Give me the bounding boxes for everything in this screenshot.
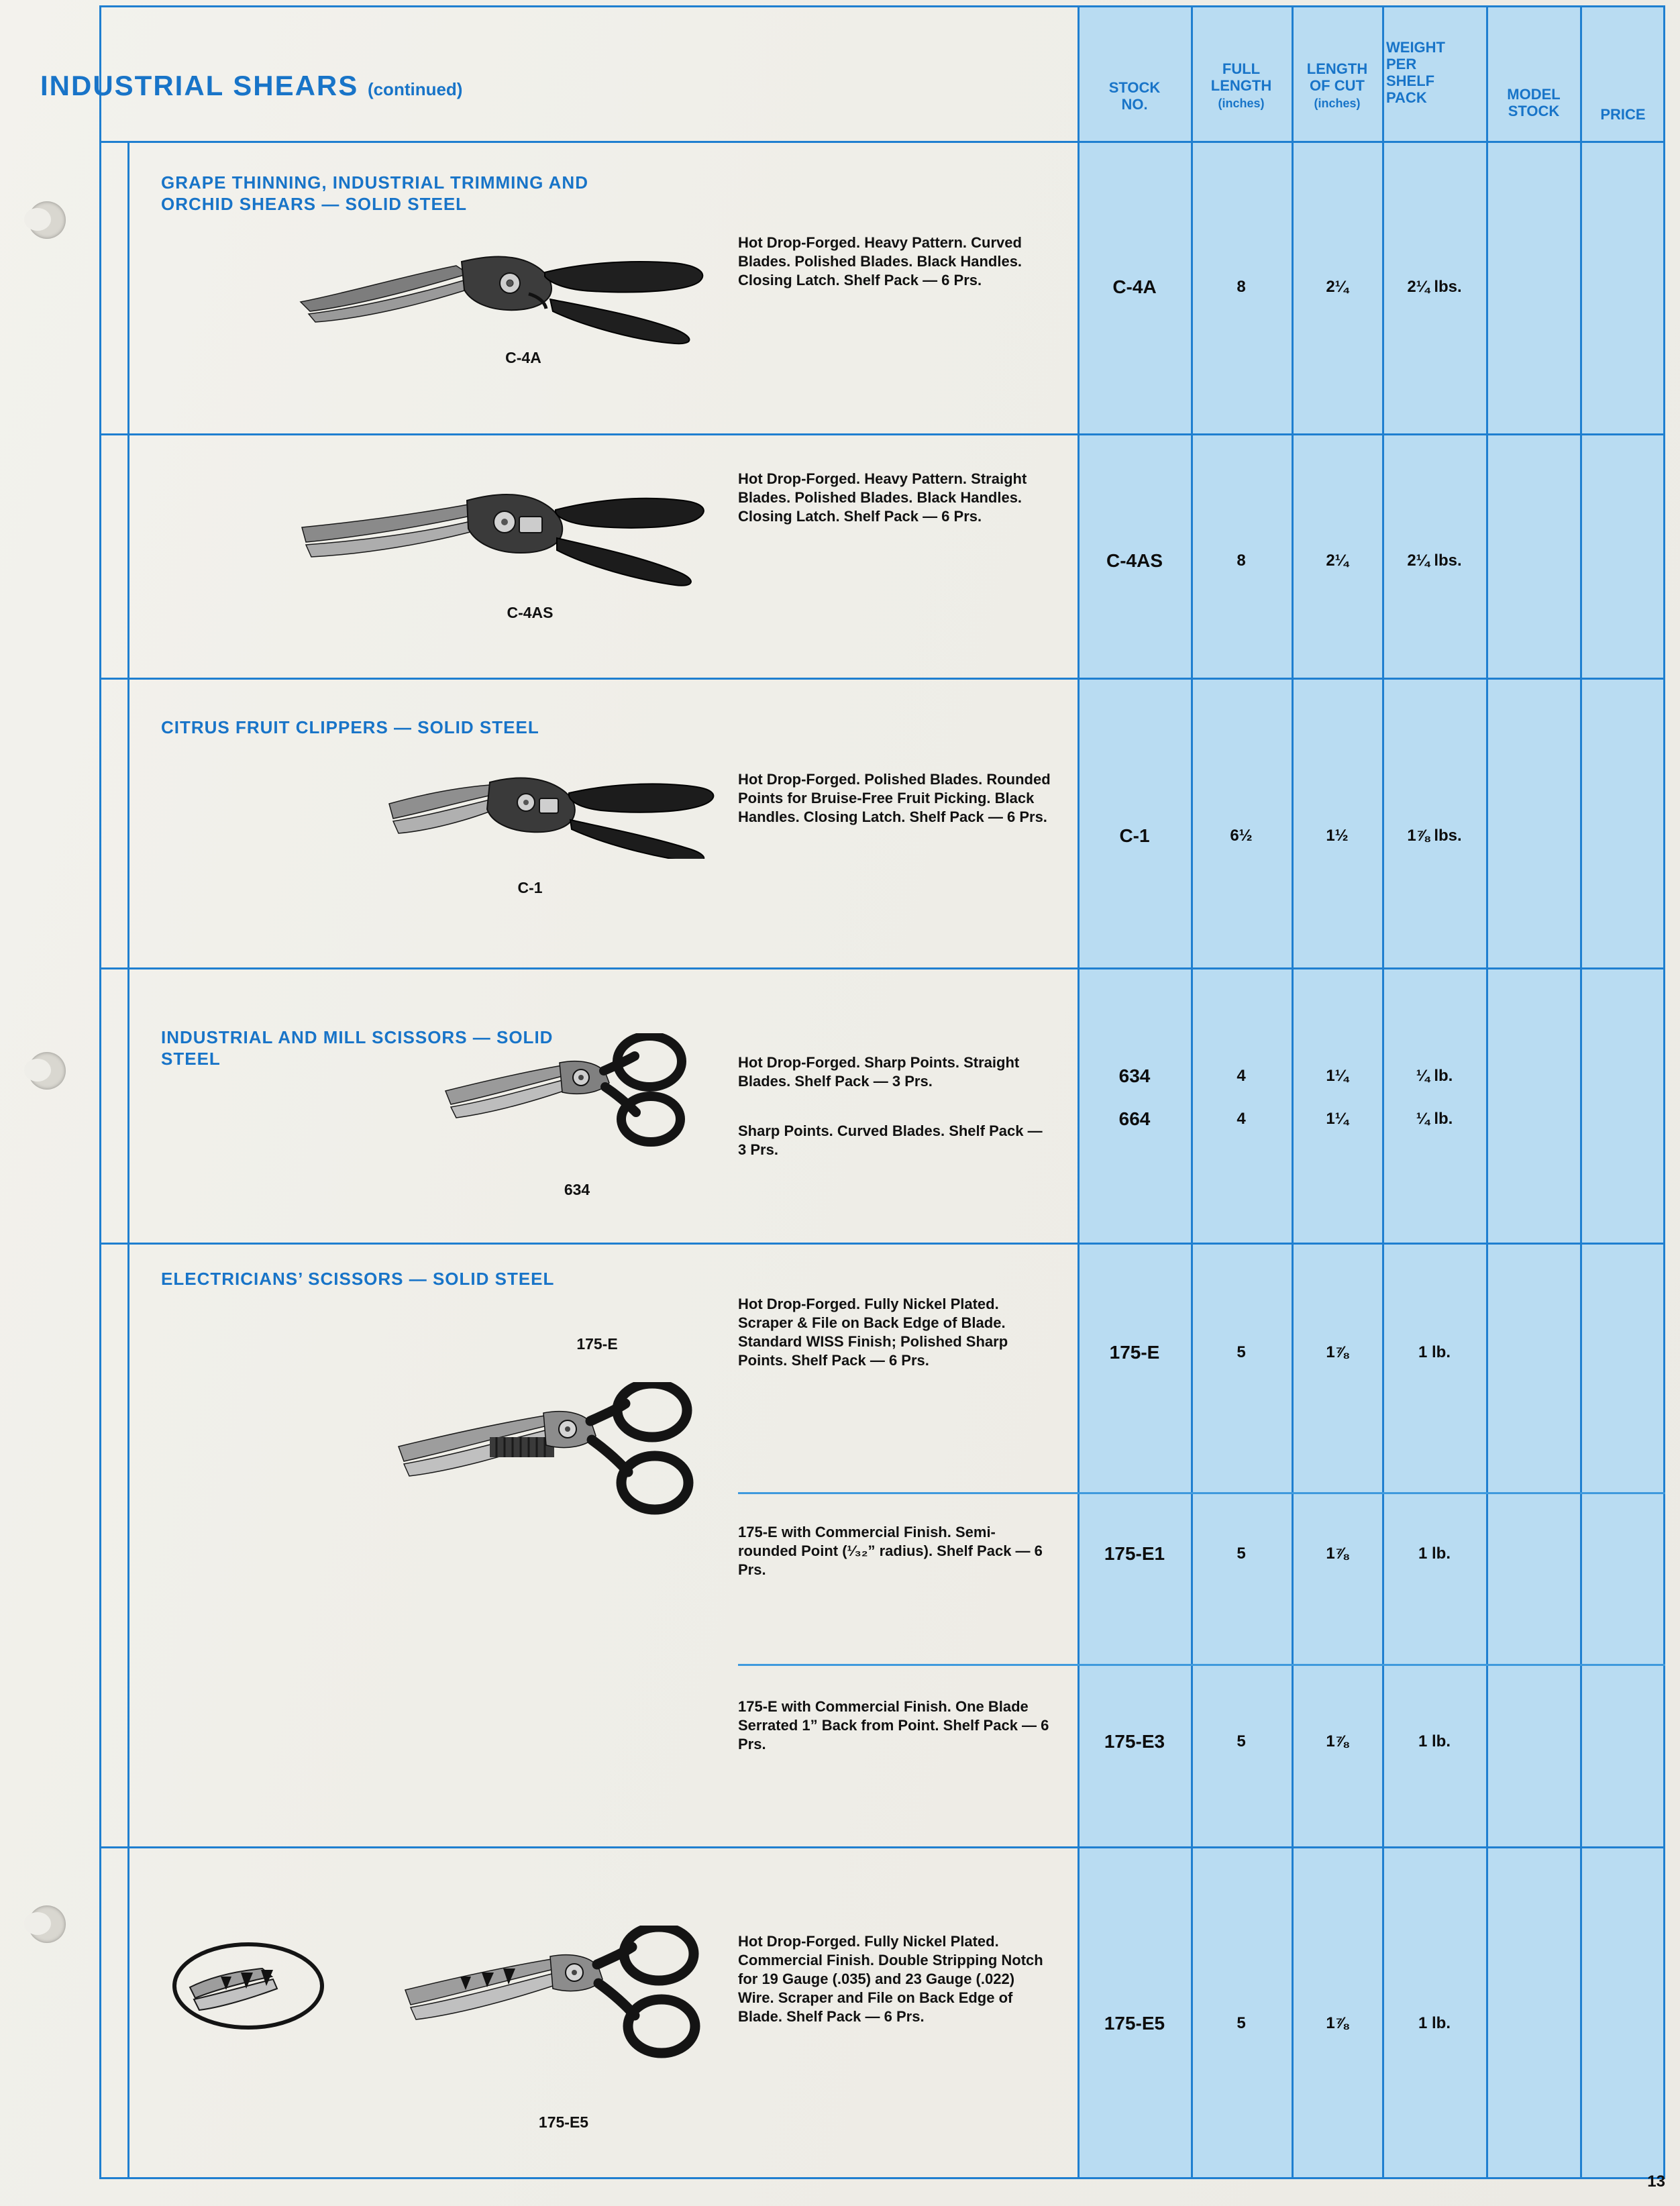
col-stock-line1: STOCK (1108, 79, 1161, 96)
cell-length-of-cut-c-1: 1½ (1326, 827, 1349, 845)
product-description-664: Sharp Points. Curved Blades. Shelf Pack — 3 Prs. (738, 1122, 1043, 1158)
cell-full-length-175-e1: 5 (1237, 1544, 1246, 1563)
rule-weight (1382, 5, 1384, 2179)
cell-length-of-cut-175-e5: 1⅞ (1326, 2014, 1349, 2032)
cell-full-length-664: 4 (1237, 1110, 1246, 1128)
cell-weight-175-e3: 1 lb. (1418, 1732, 1451, 1750)
product-caption-175-e: 175-E (576, 1335, 618, 1353)
column-header-weight (1386, 39, 1484, 106)
col-loc-line1: LENGTH (1306, 60, 1368, 77)
product-description-175-e1: 175-E with Commercial Finish. Semi-rounded Point (¹⁄₃₂” radius). Shelf Pack — 6 Prs. (738, 1524, 1043, 1578)
cell-length-of-cut-634: 1¼ (1326, 1067, 1349, 1085)
cell-stock-no-c-1: C-1 (1119, 825, 1150, 846)
product-caption-634: 634 (564, 1181, 590, 1198)
col-loc-line3: (inches) (1314, 97, 1361, 110)
cell-length-of-cut-175-e1: 1⅞ (1326, 1544, 1349, 1563)
product-description-c-1: Hot Drop-Forged. Polished Blades. Rounded Points for Bruise-Free Fruit Picking. Black Handles. Closing Latch. Shelf Pack — 6 Prs. (738, 771, 1051, 825)
cell-weight-c-1: 1⅞ lbs. (1407, 827, 1462, 845)
product-caption-c-4as: C-4AS (507, 604, 554, 621)
column-header-length-of-cut (1294, 60, 1380, 112)
product-caption-c-4a: C-4A (505, 349, 541, 366)
cell-weight-c-4a: 2¼ lbs. (1407, 278, 1462, 296)
cell-full-length-175-e3: 5 (1237, 1732, 1246, 1750)
col-w-line4: PACK (1386, 89, 1427, 106)
cell-length-of-cut-175-e: 1⅞ (1326, 1343, 1349, 1361)
row-divider-2 (99, 678, 1665, 680)
column-header-model-stock (1489, 86, 1579, 119)
cell-length-of-cut-175-e3: 1⅞ (1326, 1732, 1349, 1750)
column-header-full-length (1194, 60, 1289, 112)
col-price-line1: PRICE (1600, 106, 1646, 123)
cell-length-of-cut-c-4a: 2¼ (1326, 278, 1349, 296)
product-image-c-4a (288, 235, 718, 349)
col-loc-line2: OF CUT (1310, 77, 1365, 94)
product-description-175-e: Hot Drop-Forged. Fully Nickel Plated. Scraper & File on Back Edge of Blade. Standard WISS Finish; Polished Sharp Points. Shelf Pack — 6 Prs. (738, 1296, 1008, 1369)
product-image-c-1 (376, 758, 738, 859)
cell-full-length-175-e5: 5 (1237, 2014, 1246, 2032)
col-ms-line2: STOCK (1508, 103, 1560, 119)
cell-weight-634: ¼ lb. (1416, 1067, 1453, 1085)
product-caption-c-1: C-1 (517, 879, 543, 896)
cell-stock-no-175-e: 175-E (1109, 1342, 1160, 1363)
cell-full-length-c-1: 6½ (1230, 827, 1253, 845)
product-image-634 (436, 1033, 718, 1154)
row-divider-4b (738, 1492, 1665, 1494)
col-w-line3: SHELF (1386, 72, 1435, 89)
cell-stock-no-c-4a: C-4A (1112, 276, 1157, 297)
row-divider-4 (99, 1243, 1665, 1245)
page-title-text: INDUSTRIAL SHEARS (40, 70, 359, 101)
cell-stock-no-175-e1: 175-E1 (1104, 1543, 1165, 1564)
row-divider-4c (738, 1664, 1665, 1666)
cell-stock-no-634: 634 (1118, 1065, 1151, 1086)
rule-length-of-cut (1292, 5, 1294, 2179)
rule-price (1580, 5, 1582, 2179)
row-divider-5 (99, 1846, 1665, 1848)
rule-model-stock (1486, 5, 1488, 2179)
col-fl-line2: LENGTH (1210, 77, 1272, 94)
cell-weight-175-e5: 1 lb. (1418, 2014, 1451, 2032)
column-header-price (1583, 106, 1663, 123)
product-caption-175-e5: 175-E5 (538, 2113, 589, 2131)
product-description-c-4as: Hot Drop-Forged. Heavy Pattern. Straight Blades. Polished Blades. Black Handles. Closing Latch. Shelf Pack — 6 Prs. (738, 470, 1027, 525)
cell-stock-no-c-4as: C-4AS (1106, 550, 1163, 571)
rule-stock (1078, 5, 1080, 2179)
page-title-note: (continued) (367, 79, 463, 99)
section-heading-citrus: CITRUS FRUIT CLIPPERS — SOLID STEEL (161, 717, 539, 737)
product-image-detail-175-e5 (171, 1932, 325, 2040)
cell-weight-175-e: 1 lb. (1418, 1343, 1451, 1361)
section-heading-industrial-mill: INDUSTRIAL AND MILL SCISSORS — SOLID STEEL (161, 1027, 554, 1069)
cell-stock-no-175-e3: 175-E3 (1104, 1731, 1165, 1752)
row-divider-1 (99, 433, 1665, 435)
binder-hole (28, 1052, 66, 1090)
product-image-175-e (389, 1382, 738, 1530)
col-w-line1: WEIGHT (1386, 39, 1445, 56)
product-image-c-4as (288, 463, 718, 590)
cell-weight-175-e1: 1 lb. (1418, 1544, 1451, 1563)
cell-stock-no-175-e5: 175-E5 (1104, 2013, 1165, 2034)
rule-left-description (127, 143, 129, 2179)
col-fl-line3: (inches) (1218, 97, 1265, 110)
col-ms-line1: MODEL (1507, 86, 1561, 103)
rule-full-length (1191, 5, 1193, 2179)
cell-full-length-c-4a: 8 (1237, 278, 1246, 296)
cell-length-of-cut-664: 1¼ (1326, 1110, 1349, 1128)
column-header-stock-no (1080, 79, 1189, 113)
section-heading-grape-thinning: GRAPE THINNING, INDUSTRIAL TRIMMING AND ORCHID SHEARS — SOLID STEEL (161, 172, 588, 214)
cell-stock-no-664: 664 (1118, 1108, 1151, 1129)
cell-length-of-cut-c-4as: 2¼ (1326, 552, 1349, 570)
cell-weight-c-4as: 2¼ lbs. (1407, 552, 1462, 570)
col-fl-line1: FULL (1222, 60, 1261, 77)
col-w-line2: PER (1386, 56, 1417, 72)
product-description-175-e5: Hot Drop-Forged. Fully Nickel Plated. Commercial Finish. Double Stripping Notch for 19 Gauge (.035) and 23 Gauge (.022) Wire. Scraper and File on Back Edge of Blade. Shelf Pack — 6 Prs. (738, 1933, 1043, 2025)
section-heading-electricians: ELECTRICIANS’ SCISSORS — SOLID STEEL (161, 1269, 555, 1289)
product-description-175-e3: 175-E with Commercial Finish. One Blade Serrated 1” Back from Point. Shelf Pack — 6 Prs. (738, 1698, 1049, 1752)
cell-full-length-634: 4 (1237, 1067, 1246, 1085)
col-stock-line2: NO. (1121, 96, 1148, 113)
page-title (40, 70, 462, 102)
product-description-634: Hot Drop-Forged. Sharp Points. Straight Blades. Shelf Pack — 3 Prs. (738, 1054, 1020, 1090)
cell-full-length-175-e: 5 (1237, 1343, 1246, 1361)
cell-weight-664: ¼ lb. (1416, 1110, 1453, 1128)
cell-full-length-c-4as: 8 (1237, 552, 1246, 570)
page-number: 13 (1647, 2172, 1665, 2191)
binder-hole (28, 201, 66, 239)
row-divider-3 (99, 967, 1665, 969)
binder-hole (28, 1905, 66, 1943)
product-description-c-4a: Hot Drop-Forged. Heavy Pattern. Curved Blades. Polished Blades. Black Handles. Closing Latch. Shelf Pack — 6 Prs. (738, 234, 1022, 288)
product-image-175-e5 (396, 1926, 745, 2080)
